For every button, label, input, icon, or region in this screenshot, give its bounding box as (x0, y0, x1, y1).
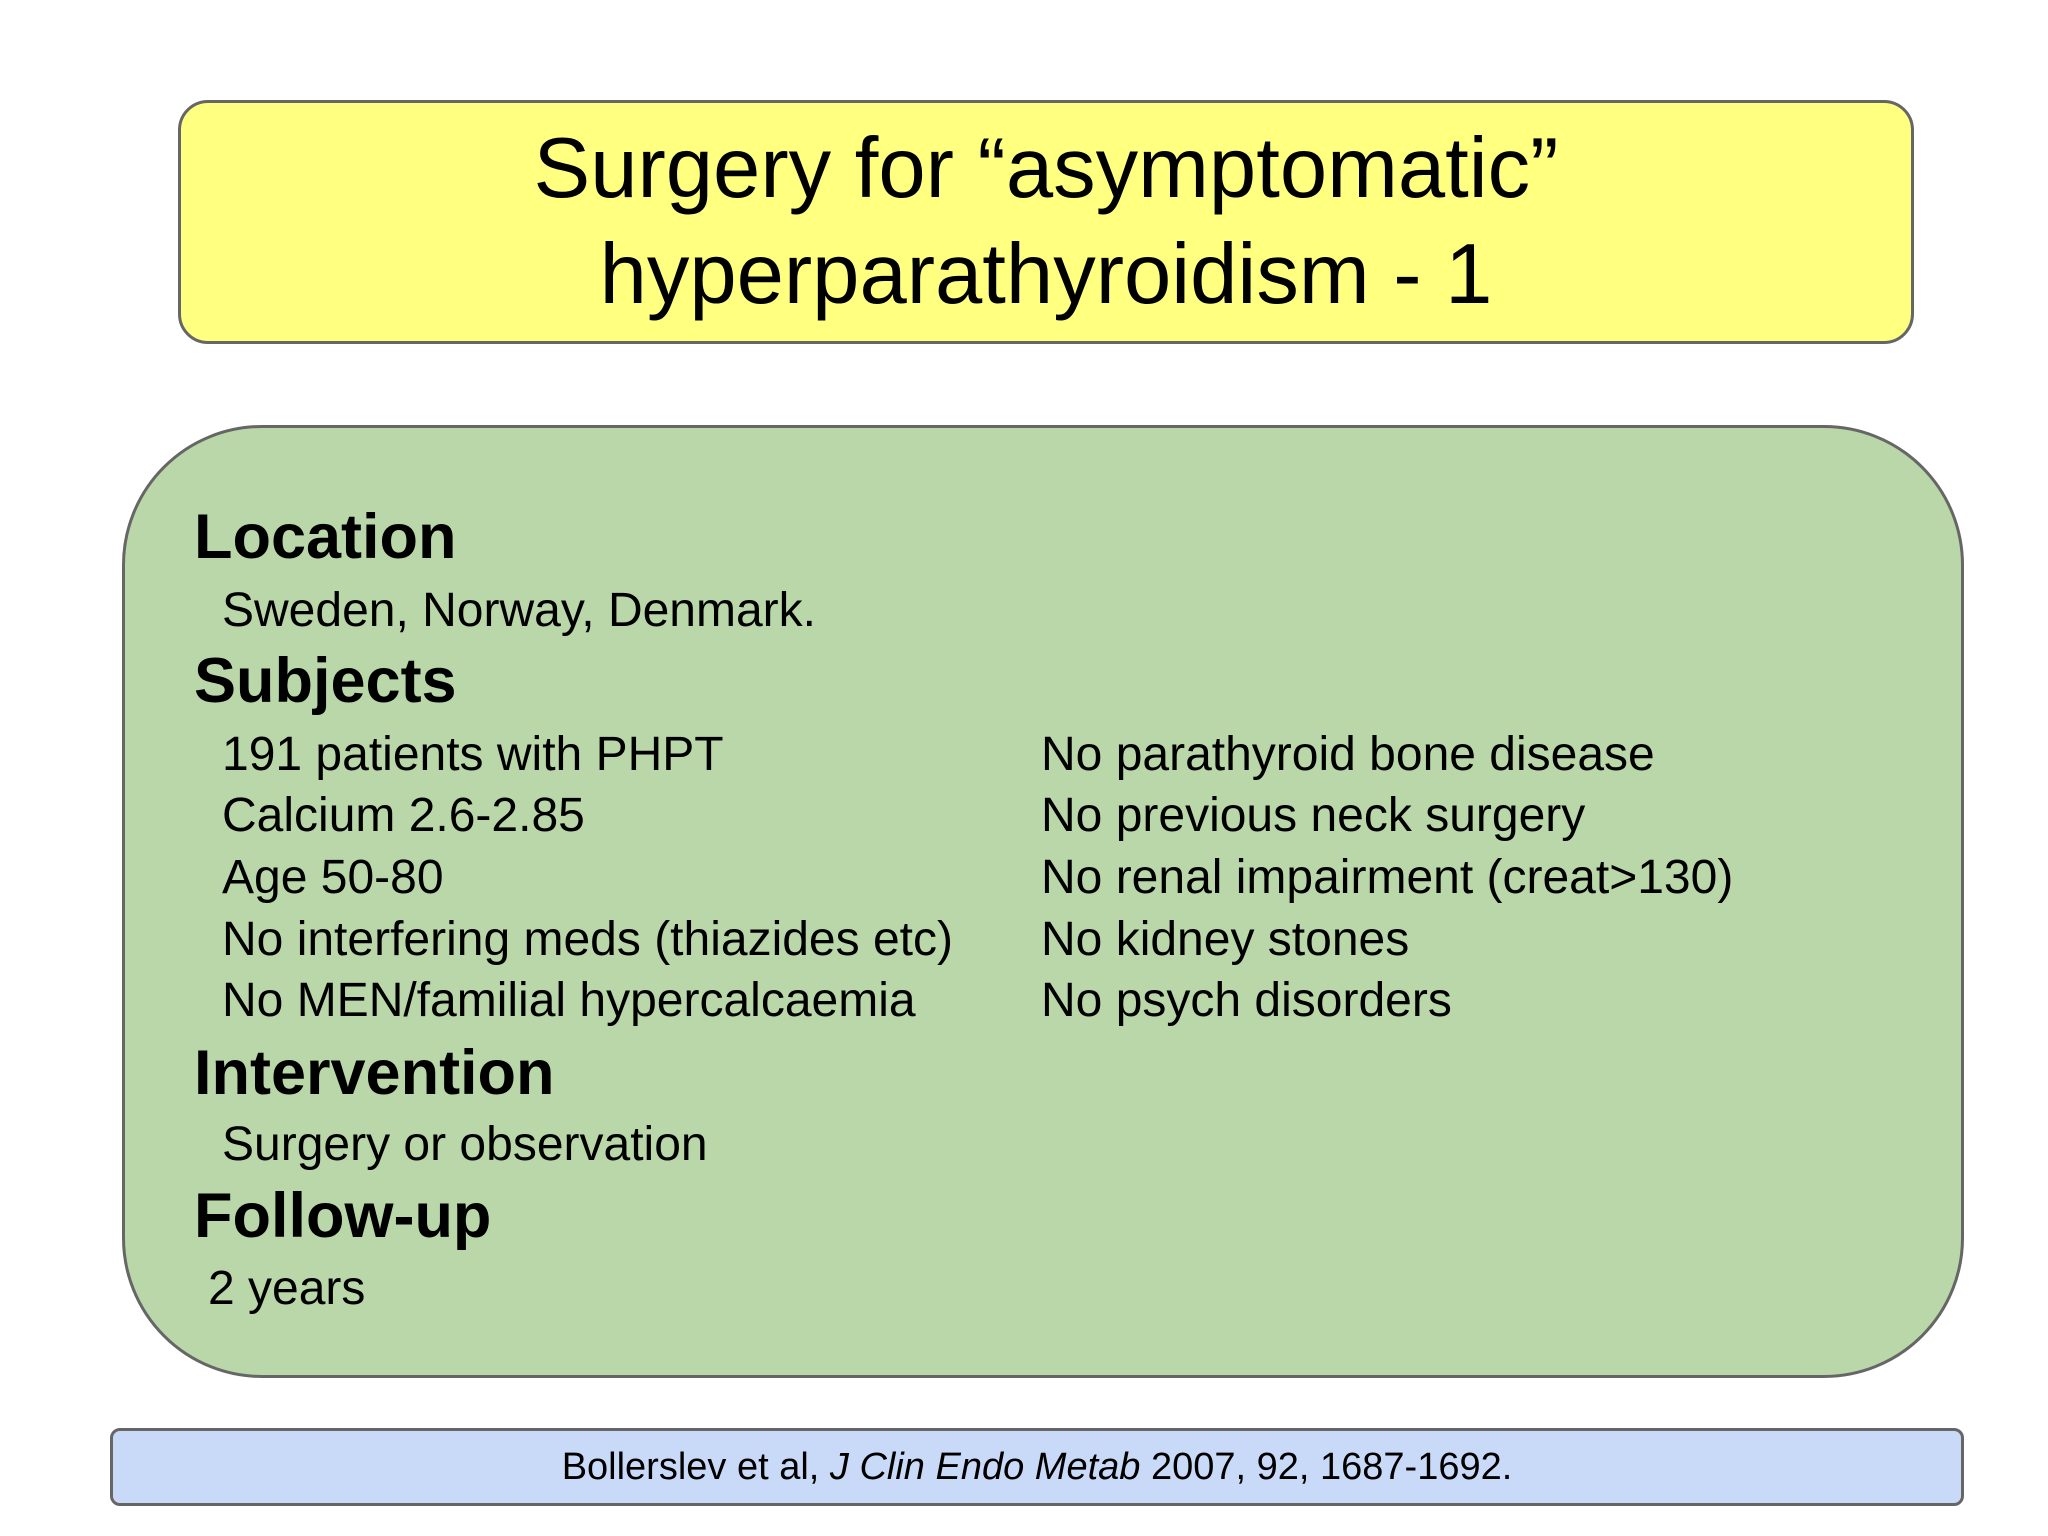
subject-criterion-left: Calcium 2.6-2.85 (222, 789, 585, 842)
subject-criterion-right: No previous neck surgery (1041, 789, 1586, 842)
location-text: Sweden, Norway, Denmark. (222, 584, 816, 637)
intervention-heading: Intervention (194, 1038, 555, 1108)
intervention-text: Surgery or observation (222, 1118, 708, 1171)
subject-criterion-left: No MEN/familial hypercalcaemia (222, 974, 916, 1027)
followup-heading: Follow-up (194, 1181, 492, 1251)
followup-text: 2 years (208, 1262, 366, 1315)
subject-criterion-left: Age 50-80 (222, 851, 444, 904)
location-heading: Location (194, 502, 457, 572)
study-summary-box (122, 425, 1964, 1378)
subject-criterion-right: No renal impairment (creat>130) (1041, 851, 1734, 904)
subject-criterion-right: No parathyroid bone disease (1041, 728, 1655, 781)
subject-criterion-left: No interfering meds (thiazides etc) (222, 913, 953, 966)
citation-box (110, 1428, 1964, 1506)
subject-criterion-right: No kidney stones (1041, 913, 1410, 966)
subject-criterion-left: 191 patients with PHPT (222, 728, 724, 781)
title-box (178, 100, 1914, 344)
citation-journal: J Clin Endo Metab (829, 1445, 1141, 1488)
citation-authors: Bollerslev et al, (561, 1445, 820, 1488)
title-line-2: hyperparathyroidism - 1 (599, 227, 1493, 322)
citation-details: 2007, 92, 1687-1692. (1150, 1445, 1513, 1488)
subjects-heading: Subjects (194, 646, 457, 716)
title-line-1: Surgery for “asymptomatic” (533, 121, 1559, 216)
subject-criterion-right: No psych disorders (1041, 974, 1452, 1027)
